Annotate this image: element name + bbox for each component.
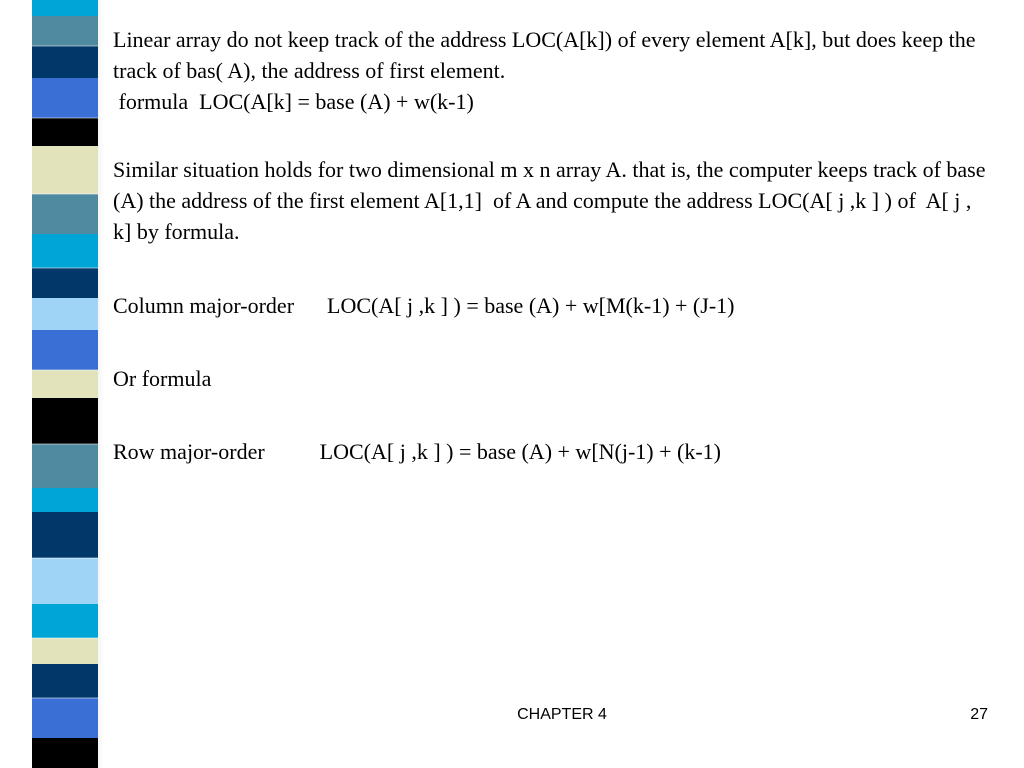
slide-body xyxy=(113,24,993,467)
strip-block xyxy=(32,638,98,664)
strip-block xyxy=(32,512,98,558)
decorative-strip xyxy=(32,0,98,768)
strip-block xyxy=(32,370,98,398)
strip-block xyxy=(32,398,98,444)
strip-block xyxy=(32,444,98,488)
strip-block xyxy=(32,234,98,268)
strip-block xyxy=(32,488,98,512)
strip-block xyxy=(32,0,98,16)
strip-block xyxy=(32,330,98,370)
strip-block xyxy=(32,664,98,698)
strip-block xyxy=(32,268,98,298)
paragraph-linear-formula: formula LOC(A[k] = base (A) + w(k-1) xyxy=(113,89,474,114)
strip-block xyxy=(32,604,98,638)
strip-block xyxy=(32,558,98,604)
page-number: 27 xyxy=(970,706,988,723)
strip-block xyxy=(32,738,98,768)
paragraph-two-dimensional: Similar situation holds for two dimensional m x n array A. that is, the computer keeps track of base (A) the address of the first element A[1,1] of A and compute the address LOC(A[ j ,k ] ) of A[ j , k] by formula. xyxy=(113,157,991,244)
strip-block xyxy=(32,118,98,146)
strip-block xyxy=(32,46,98,78)
paragraph-linear-array: Linear array do not keep track of the address LOC(A[k]) of every element A[k], but does keep the track of bas( A), the address of first element. xyxy=(113,27,982,83)
paragraph-column-major: Column major-order LOC(A[ j ,k ] ) = base (A) + w[M(k-1) + (J-1) xyxy=(113,293,735,318)
strip-block xyxy=(32,78,98,118)
strip-block xyxy=(32,16,98,46)
paragraph-row-major: Row major-order LOC(A[ j ,k ] ) = base (A) + w[N(j-1) + (k-1) xyxy=(113,439,722,464)
strip-block xyxy=(32,298,98,330)
strip-block xyxy=(32,146,98,194)
strip-block xyxy=(32,194,98,234)
paragraph-or-formula: Or formula xyxy=(113,366,212,391)
footer-chapter-label: CHAPTER 4 xyxy=(517,706,607,723)
